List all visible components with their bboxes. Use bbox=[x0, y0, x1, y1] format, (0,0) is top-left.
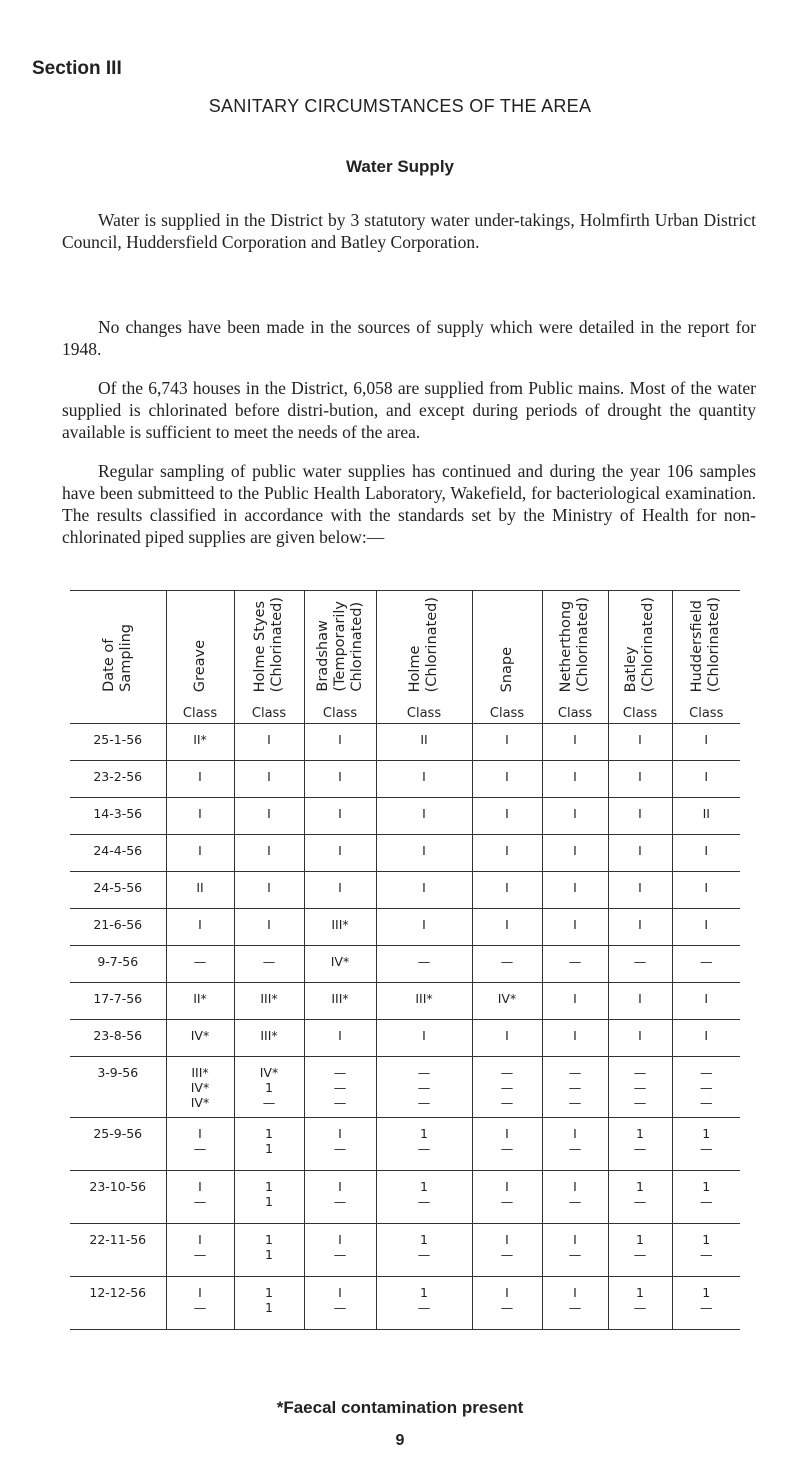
table-row bbox=[70, 1057, 740, 1118]
column-header: Bradshaw (Temporarily Chlorinated) bbox=[304, 591, 376, 704]
result-cell: I bbox=[166, 798, 234, 835]
result-cell: I bbox=[166, 835, 234, 872]
result-cell: I — bbox=[472, 1224, 542, 1277]
result-cell: I bbox=[234, 909, 304, 946]
result-cell: I — bbox=[542, 1171, 608, 1224]
result-cell: 1 — bbox=[376, 1277, 472, 1330]
result-cell: I bbox=[608, 983, 672, 1020]
result-cell: I bbox=[304, 761, 376, 798]
sample-date: 24-4-56 bbox=[70, 835, 166, 872]
result-cell: 1 1 bbox=[234, 1118, 304, 1171]
result-cell: I — bbox=[472, 1277, 542, 1330]
sample-date: 23-10-56 bbox=[70, 1171, 166, 1224]
table-row bbox=[70, 798, 740, 835]
class-label-row bbox=[70, 703, 740, 724]
result-cell: I bbox=[608, 872, 672, 909]
result-cell: 1 — bbox=[376, 1224, 472, 1277]
result-cell: I bbox=[542, 835, 608, 872]
result-cell: I bbox=[608, 724, 672, 761]
result-cell: III* bbox=[304, 909, 376, 946]
result-cell: I bbox=[376, 909, 472, 946]
result-cell: I bbox=[376, 1020, 472, 1057]
sample-date: 23-2-56 bbox=[70, 761, 166, 798]
result-cell: I bbox=[376, 835, 472, 872]
result-cell: — — — bbox=[376, 1057, 472, 1118]
result-cell: I bbox=[672, 1020, 740, 1057]
table-row bbox=[70, 872, 740, 909]
paragraph: No changes have been made in the sources of supply which were detailed in the report for 1948. bbox=[62, 317, 756, 359]
result-cell: I bbox=[608, 835, 672, 872]
paragraph: Water is supplied in the District by 3 statutory water under-takings, Holmfirth Urban District Council, Huddersfield Corporation and Batley Corporation. bbox=[62, 210, 756, 252]
column-header: Holme (Chlorinated) bbox=[376, 591, 472, 704]
result-cell: III* bbox=[304, 983, 376, 1020]
result-cell: — — — bbox=[542, 1057, 608, 1118]
result-cell: 1 — bbox=[608, 1171, 672, 1224]
result-cell: 1 — bbox=[376, 1118, 472, 1171]
result-cell: I bbox=[376, 761, 472, 798]
result-cell: — bbox=[672, 946, 740, 983]
result-cell: I bbox=[472, 1020, 542, 1057]
result-cell: IV* bbox=[166, 1020, 234, 1057]
class-label: Class bbox=[304, 703, 376, 724]
result-cell: I bbox=[234, 724, 304, 761]
result-cell: I — bbox=[166, 1277, 234, 1330]
paragraph: Regular sampling of public water supplies has continued and during the year 106 samples have been submitteed to the Public Health Laboratory, Wakefield, for bacteriological examination. The results classified in accordance with the standards set by the Ministry of Health for non-chlorinated piped supplies are given below:— bbox=[62, 461, 756, 547]
class-label: Class bbox=[376, 703, 472, 724]
result-cell: I bbox=[234, 835, 304, 872]
table-row bbox=[70, 983, 740, 1020]
column-header: Huddersfield (Chlorinated) bbox=[672, 591, 740, 704]
result-cell: I — bbox=[304, 1224, 376, 1277]
page-title: SANITARY CIRCUMSTANCES OF THE AREA bbox=[208, 96, 592, 116]
result-cell: 1 — bbox=[672, 1171, 740, 1224]
result-cell: — — — bbox=[608, 1057, 672, 1118]
result-cell: I bbox=[672, 983, 740, 1020]
result-cell: I bbox=[542, 761, 608, 798]
water-sampling-table bbox=[70, 590, 740, 1330]
result-cell: I bbox=[304, 872, 376, 909]
class-label: Class bbox=[608, 703, 672, 724]
result-cell: I bbox=[166, 909, 234, 946]
result-cell: — bbox=[608, 946, 672, 983]
result-cell: 1 — bbox=[608, 1224, 672, 1277]
sample-date: 25-1-56 bbox=[70, 724, 166, 761]
result-cell: I bbox=[234, 872, 304, 909]
result-cell: — — — bbox=[304, 1057, 376, 1118]
result-cell: I bbox=[234, 761, 304, 798]
sample-date: 23-8-56 bbox=[70, 1020, 166, 1057]
column-header: Holme Styes (Chlorinated) bbox=[234, 591, 304, 704]
result-cell: I bbox=[672, 724, 740, 761]
result-cell: II* bbox=[166, 724, 234, 761]
result-cell: IV* bbox=[304, 946, 376, 983]
result-cell: — bbox=[376, 946, 472, 983]
footnote: *Faecal contamination present bbox=[276, 1398, 524, 1417]
page-number: 9 bbox=[395, 1432, 405, 1449]
result-cell: I bbox=[376, 798, 472, 835]
result-cell: 1 1 bbox=[234, 1277, 304, 1330]
result-cell: 1 1 bbox=[234, 1171, 304, 1224]
result-cell: I bbox=[234, 798, 304, 835]
result-cell: I — bbox=[166, 1118, 234, 1171]
table-body bbox=[70, 724, 740, 1330]
result-cell: I bbox=[608, 761, 672, 798]
sample-date: 21-6-56 bbox=[70, 909, 166, 946]
sample-date: 17-7-56 bbox=[70, 983, 166, 1020]
sample-date: 22-11-56 bbox=[70, 1224, 166, 1277]
result-cell: I bbox=[472, 872, 542, 909]
table-row bbox=[70, 1277, 740, 1330]
table-row bbox=[70, 946, 740, 983]
result-cell: — bbox=[542, 946, 608, 983]
result-cell: 1 — bbox=[672, 1277, 740, 1330]
column-header: Batley (Chlorinated) bbox=[608, 591, 672, 704]
result-cell: I — bbox=[542, 1118, 608, 1171]
result-cell: I bbox=[376, 872, 472, 909]
section-label: Section III bbox=[32, 58, 122, 79]
class-label: Class bbox=[166, 703, 234, 724]
result-cell: — bbox=[472, 946, 542, 983]
result-cell: III* IV* IV* bbox=[166, 1057, 234, 1118]
result-cell: I — bbox=[166, 1171, 234, 1224]
sample-date: 9-7-56 bbox=[70, 946, 166, 983]
result-cell: III* bbox=[376, 983, 472, 1020]
result-cell: I — bbox=[166, 1224, 234, 1277]
result-cell: I bbox=[542, 798, 608, 835]
result-cell: I bbox=[472, 909, 542, 946]
table-row bbox=[70, 835, 740, 872]
result-cell: 1 — bbox=[672, 1118, 740, 1171]
column-header: Date of Sampling bbox=[70, 591, 166, 704]
result-cell: III* bbox=[234, 1020, 304, 1057]
sample-date: 24-5-56 bbox=[70, 872, 166, 909]
result-cell: I bbox=[608, 909, 672, 946]
result-cell: I — bbox=[542, 1277, 608, 1330]
result-cell: 1 — bbox=[608, 1118, 672, 1171]
page-subtitle: Water Supply bbox=[346, 157, 454, 176]
result-cell: I bbox=[472, 835, 542, 872]
table-row bbox=[70, 1020, 740, 1057]
result-cell: I bbox=[672, 835, 740, 872]
result-cell: II* bbox=[166, 983, 234, 1020]
result-cell: IV* bbox=[472, 983, 542, 1020]
result-cell: I bbox=[472, 761, 542, 798]
result-cell: I bbox=[608, 1020, 672, 1057]
result-cell: I bbox=[304, 835, 376, 872]
sample-date: 25-9-56 bbox=[70, 1118, 166, 1171]
result-cell: I bbox=[304, 724, 376, 761]
table-header-row bbox=[70, 591, 740, 704]
column-header: Snape bbox=[472, 591, 542, 704]
result-cell: II bbox=[376, 724, 472, 761]
result-cell: II bbox=[166, 872, 234, 909]
result-cell: 1 1 bbox=[234, 1224, 304, 1277]
result-cell: I — bbox=[304, 1277, 376, 1330]
sample-date: 3-9-56 bbox=[70, 1057, 166, 1118]
result-cell: 1 — bbox=[376, 1171, 472, 1224]
table-row bbox=[70, 724, 740, 761]
table-row bbox=[70, 1118, 740, 1171]
result-cell: I — bbox=[542, 1224, 608, 1277]
result-cell: I bbox=[542, 909, 608, 946]
result-cell: 1 — bbox=[672, 1224, 740, 1277]
result-cell: — — — bbox=[672, 1057, 740, 1118]
result-cell: I bbox=[542, 983, 608, 1020]
result-cell: — — — bbox=[472, 1057, 542, 1118]
result-cell: I bbox=[672, 761, 740, 798]
result-cell: I bbox=[304, 1020, 376, 1057]
result-cell: I bbox=[542, 724, 608, 761]
table-row bbox=[70, 1224, 740, 1277]
sample-date: 14-3-56 bbox=[70, 798, 166, 835]
result-cell: — bbox=[234, 946, 304, 983]
result-cell: I — bbox=[472, 1171, 542, 1224]
result-cell: I bbox=[672, 909, 740, 946]
result-cell: I — bbox=[304, 1118, 376, 1171]
table-row bbox=[70, 1171, 740, 1224]
class-label: Class bbox=[234, 703, 304, 724]
result-cell: I bbox=[472, 724, 542, 761]
column-header: Greave bbox=[166, 591, 234, 704]
class-label: Class bbox=[542, 703, 608, 724]
result-cell: I bbox=[542, 872, 608, 909]
result-cell: 1 — bbox=[608, 1277, 672, 1330]
result-cell: I bbox=[166, 761, 234, 798]
result-cell: II bbox=[672, 798, 740, 835]
paragraph: Of the 6,743 houses in the District, 6,058 are supplied from Public mains. Most of the water supplied is chlorinated before distri-bution, and except during periods of drought the quantity available is sufficient to meet the needs of the area. bbox=[62, 378, 756, 442]
result-cell: — bbox=[166, 946, 234, 983]
table-row bbox=[70, 761, 740, 798]
class-label: Class bbox=[672, 703, 740, 724]
result-cell: I bbox=[542, 1020, 608, 1057]
result-cell: I bbox=[672, 872, 740, 909]
sample-date: 12-12-56 bbox=[70, 1277, 166, 1330]
result-cell: I bbox=[304, 798, 376, 835]
result-cell: I — bbox=[304, 1171, 376, 1224]
result-cell: I bbox=[472, 798, 542, 835]
column-header: Netherthong (Chlorinated) bbox=[542, 591, 608, 704]
result-cell: III* bbox=[234, 983, 304, 1020]
table-row bbox=[70, 909, 740, 946]
result-cell: I — bbox=[472, 1118, 542, 1171]
class-label: Class bbox=[472, 703, 542, 724]
result-cell: IV* 1 — bbox=[234, 1057, 304, 1118]
result-cell: I bbox=[608, 798, 672, 835]
